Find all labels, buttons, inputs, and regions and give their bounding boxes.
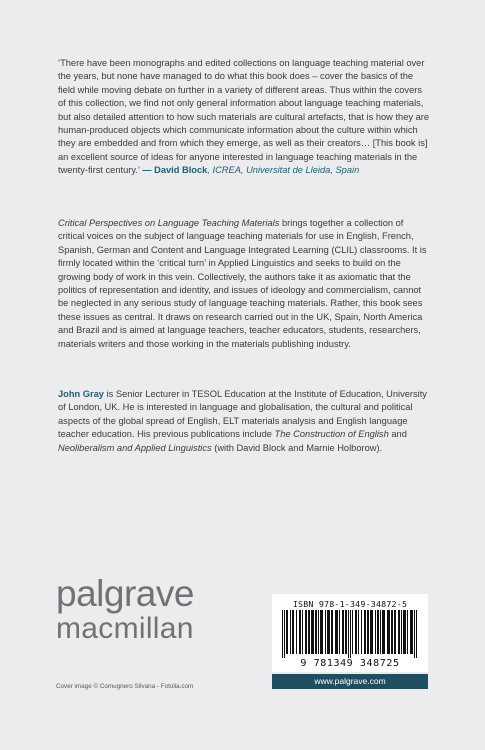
barcode-digits: 9 781349 348725 [300,658,400,669]
bio-and: and [388,429,407,440]
bio-text-1: is Senior Lecturer in TESOL Education at the Institute of Education, University of London, UK. He is interested in language and globalisation, the cultural and political aspects of the global spread of English, ELT materials analysis and English language teacher education. His previous publications include [58,389,427,440]
publisher-logo-line2: macmillan [56,612,194,645]
quote-separator: , [207,165,213,176]
barcode-icon [280,610,420,658]
quote-text: ‘There have been monographs and edited collections on language teaching material over the years, but none have managed to do what this book does – cover the basics of the field while moving debate on further in a variety of different areas. Thus within the covers of this collection, we find not only general information about language teaching materials, but also detailed attention to how such materials are cultural artefacts, that is how they are human-produced objects which communicate information about the culture within which they are embedded and from which they emerge, as well as their creators… [This book is] an excellent source of ideas for anyone interested in language teaching materials in the twenty-first century.’ [58,58,430,176]
barcode-box [272,594,428,672]
cover-image-credit: Cover image © Comugnero Silvana - Fotolia.com [56,683,194,690]
publisher-logo-line1: palgrave [56,573,194,614]
quote-author: David Block [154,165,208,176]
endorsement-quote [58,57,430,178]
bio-publication-1: The Construction of English [274,429,389,440]
book-description [58,217,430,351]
quote-affiliation: ICREA, Universitat de Lleida, Spain [212,165,360,176]
publisher-logo [56,575,194,644]
author-bio [58,388,430,455]
isbn-label: ISBN 978-1-349-34872-5 [292,599,408,609]
author-name: John Gray [58,389,104,399]
bio-text-2: (with David Block and Marnie Holborow). [211,442,383,453]
description-body: brings together a collection of critical voices on the subject of language teaching materials for use in English, French, Spanish, German and Content and Language Integrated Learning (CLIL) classrooms. It is firmly located within the ‘critical turn’ in Applied Linguistics and seeks to build on the growing body of work in this vein. Collectively, the authors take it as axiomatic that the politics of representation and identity, and issues of ideology and commercialism, cannot be neglected in any serious study of language teaching materials. Rather, this book sees these issues as central. It draws on research carried out in the UK, Spain, North America and Brazil and is aimed at language teachers, teacher educators, students, researchers, materials writers and those working in the materials publishing industry. [58,218,427,349]
quote-attribution-dash: — [142,165,155,176]
bio-publication-2: Neoliberalism and Applied Linguistics [58,442,212,453]
website-link[interactable]: www.palgrave.com [272,674,428,689]
book-title: Critical Perspectives on Language Teaching Materials [58,218,280,228]
